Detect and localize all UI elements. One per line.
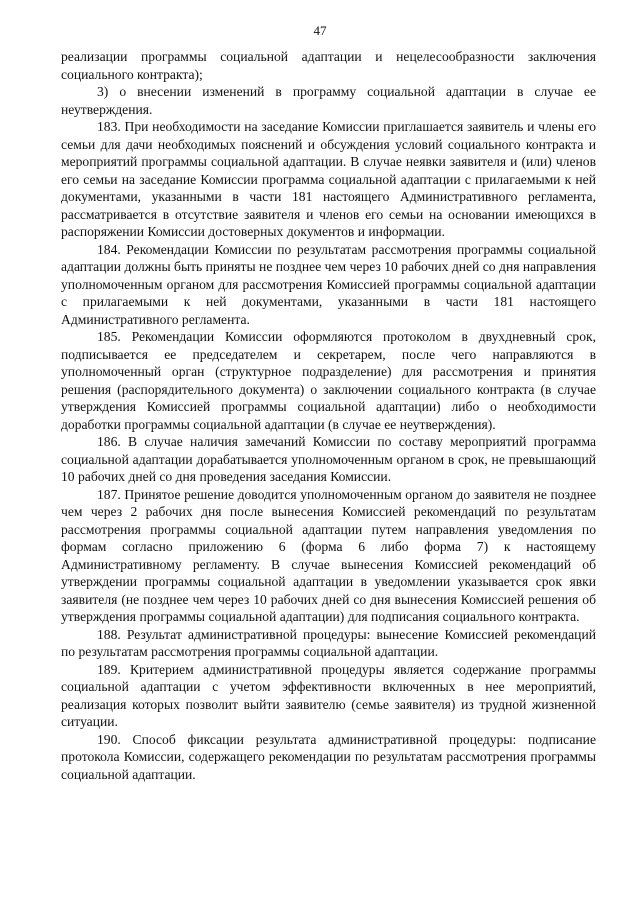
paragraph-item-3: 3) о внесении изменений в программу социальной адаптации в случае ее неутверждения. (61, 84, 596, 117)
paragraph-189: 189. Критерием административной процедуры является содержание программы социальной адаптации с учетом эффективности включенных в нее мероприятий, реализация которых позволит выйти заявителю (семье заявителя) из трудной жизненной ситуации. (61, 661, 596, 729)
paragraph-186: 186. В случае наличия замечаний Комиссии по составу мероприятий программа социальной адаптации дорабатывается уполномоченным органом в срок, не превышающий 10 рабочих дней со дня проведения заседания Комиссии. (61, 434, 596, 484)
paragraph-188: 188. Результат административной процедуры: вынесение Комиссией рекомендаций по результатам рассмотрения программы социальной адаптации. (61, 626, 596, 659)
document-body (61, 48, 596, 783)
paragraph-184: 184. Рекомендации Комиссии по результатам рассмотрения программы социальной адаптации должны быть приняты не позднее чем через 10 рабочих дней со дня направления уполномоченным органом для рассмотрения Комиссией программы социальной адаптации с прилагаемыми к ней документами, указанными в части 181 настоящего Административного регламента. (61, 241, 596, 327)
page-number: 47 (313, 23, 327, 38)
paragraph-183: 183. При необходимости на заседание Комиссии приглашается заявитель и члены его семьи для дачи необходимых пояснений и обсуждения условий социального контракта и мероприятий программы социальной адаптации. В случае неявки заявителя и (или) членов его семьи на заседание Комиссии программа социальной адаптации с прилагаемыми к ней документами, указанными в части 181 настоящего Административного регламента, рассматривается в отсутствие заявителя и членов его семьи на основании имеющихся в распоряжении Комиссии достоверных документов и информации. (61, 119, 596, 239)
paragraph-187: 187. Принятое решение доводится уполномоченным органом до заявителя не позднее чем через 2 рабочих дня после вынесения Комиссией рекомендаций по результатам рассмотрения программы социальной адаптации путем направления уведомления по формам согласно приложению 6 (форма 6 либо форма 7) к настоящему Административному регламенту. В случае вынесения Комиссией рекомендаций об утверждении программы социальной адаптации в уведомлении указывается срок явки заявителя (не позднее чем через 10 рабочих дней со дня вынесения Комиссией решения об утверждения программы социальной адаптации) для подписания социального контракта. (61, 486, 596, 624)
paragraph-190: 190. Способ фиксации результата административной процедуры: подписание протокола Комиссии, содержащего рекомендации по результатам рассмотрения программы социальной адаптации. (61, 731, 596, 782)
paragraph-185: 185. Рекомендации Комиссии оформляются протоколом в двухдневный срок, подписывается ее председателем и секретарем, после чего направляются в уполномоченный орган (структурное подразделение) для рассмотрения и принятия решения (распорядительного документа) о заключении социального контракта (в случае утверждения Комиссией программы социальной адаптации) либо о необходимости доработки программы социальной адаптации (в случае ее неутверждения). (61, 329, 596, 432)
paragraph-continuation: реализации программы социальной адаптации и нецелесообразности заключения социального контракта); (61, 49, 596, 82)
